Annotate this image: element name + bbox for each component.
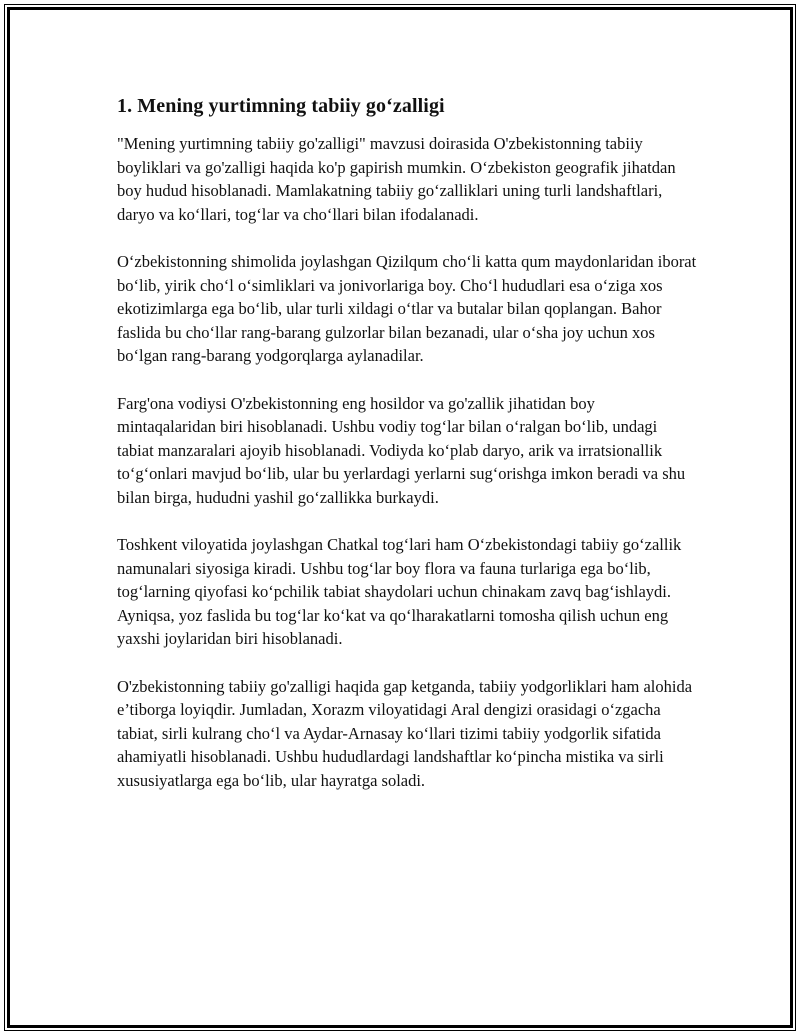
paragraph: Farg'ona vodiysi O'zbekistonning eng hosildor va go'zallik jihatidan boy mintaqalaridan biri hisoblanadi. Ushbu vodiy tog‘lar bilan o‘ralgan bo‘lib, undagi tabiat manzaralari ajoyib hisoblanadi. Vodiyda ko‘plab daryo, arik va irratsionallik to‘g‘onlari mavjud bo‘lib, ular bu yerlardagi yerlarni sug‘orishga imkon beradi va shu bilan birga, hududni yashil go‘zallikka burkaydi.: [117, 393, 686, 507]
document-body: [117, 94, 697, 816]
paragraph: Toshkent viloyatida joylashgan Chatkal tog‘lari ham O‘zbekistondagi tabiiy go‘zallik namunalari siyosiga kiradi. Ushbu tog‘lar boy flora va fauna turlariga ega bo‘lib, tog‘larning qiyofasi ko‘pchilik tabiat shaydolari uchun chinakam zavq bag‘ishlaydi. Ayniqsa, yoz faslida bu tog‘lar ko‘kat va qo‘lharakatlarni tomosha qilish uchun eng yaxshi joylaridan biri hisoblanadi.: [117, 535, 682, 648]
paragraph: O'zbekistonning tabiiy go'zalligi haqida gap ketganda, tabiiy yodgorliklari ham alohida e’tiborga loyiqdir. Jumladan, Xorazm viloyatidagi Aral dengizi orasidagi o‘zgacha tabiat, sirli kulrang cho‘l va Aydar-Arnasay ko‘llari tizimi tabiiy yodgorlik sifatida ahamiyatli hisoblanadi. Ushbu hududlardagi landshaftlar ko‘pincha mistika va sirli xususiyatlarga ega bo‘lib, ular hayratga soladi.: [117, 676, 693, 790]
paragraph: O‘zbekistonning shimolida joylashgan Qizilqum cho‘li katta qum maydonlaridan iborat bo‘lib, yirik cho‘l o‘simliklari va jonivorlariga boy. Cho‘l hududlari esa o‘ziga xos ekotizimlarga ega bo‘lib, ular turli xildagi o‘tlar va butalar bilan qoplangan. Bahor faslida bu cho‘llar rang-barang gulzorlar bilan bezanadi, ular o‘sha joy uchun xos bo‘lgan rang-barang yodgorqlarga aylanadilar.: [117, 252, 697, 365]
document-title: 1. Mening yurtimning tabiiy go‘zalligi: [117, 95, 445, 117]
paragraph: "Mening yurtimning tabiiy go'zalligi" mavzusi doirasida O'zbekistonning tabiiy boyliklari va go'zalligi haqida ko'p gapirish mumkin. O‘zbekiston geografik jihatdan boy hudud hisoblanadi. Mamlakatning tabiiy go‘zalliklari uning turli landshaftlari, daryo va ko‘llari, tog‘lar va cho‘llari bilan ifodalanadi.: [117, 134, 676, 224]
